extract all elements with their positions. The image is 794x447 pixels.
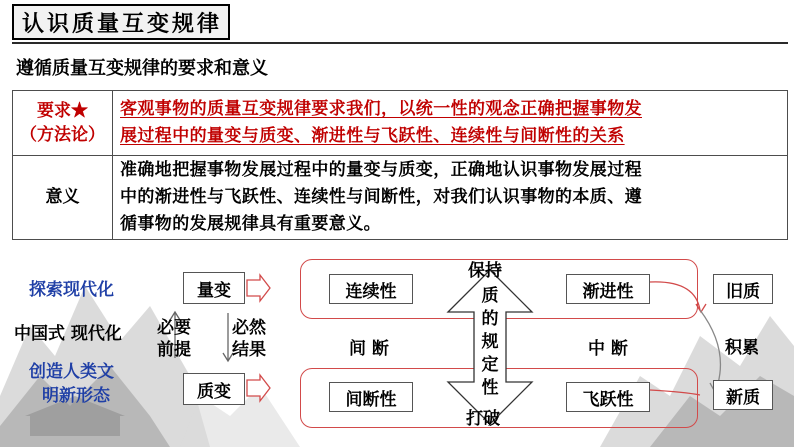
create-civilization-label-line2: 明新形态 <box>42 386 110 406</box>
char-gui: 规 <box>481 332 499 352</box>
requirement-table <box>12 90 788 240</box>
result-line2: 结果 <box>232 340 266 360</box>
explore-modernization-label: 探索现代化 <box>29 280 114 300</box>
right-arrow-icon <box>247 375 270 401</box>
continuity-box <box>329 274 413 304</box>
leap-text: 飞跃性 <box>582 389 634 410</box>
significance-label <box>13 155 113 239</box>
page-title-text: 认识质量互变规律 <box>22 10 223 37</box>
title-divider <box>12 42 788 44</box>
right-arrow-icon <box>247 275 270 301</box>
page-title <box>12 4 230 40</box>
gradual-text: 渐进性 <box>582 281 634 302</box>
significance-text-line2: 中的渐进性与飞跃性、连续性与间断性，对我们认识事物的本质、遵 <box>120 186 642 207</box>
requirement-label-line1: 要求★ <box>37 101 88 121</box>
gradual-box <box>566 274 650 304</box>
chinese-modernization-label: 中国式 现代化 <box>14 324 122 344</box>
char-zhi: 质 <box>481 286 499 306</box>
significance-text-line3: 循事物的发展规律具有重要意义。 <box>120 213 381 234</box>
create-civilization-label-line1: 创造人类文 <box>29 362 114 382</box>
precondition-line2: 前提 <box>157 340 191 360</box>
significance-text-line1: 准确地把握事物发展过程中的量变与质变，正确地认识事物发展过程 <box>120 159 642 180</box>
requirement-text <box>120 91 781 155</box>
quality-stipulation-vertical <box>480 285 500 400</box>
curved-arrow-icon <box>650 282 700 310</box>
discontinuity-text: 间断性 <box>345 389 397 410</box>
old-quality-box <box>713 274 773 304</box>
new-quality-text: 新质 <box>726 387 760 408</box>
table-row-significance <box>13 155 787 239</box>
char-de: 的 <box>481 309 499 329</box>
precondition-line1: 必要 <box>157 318 191 338</box>
result-line1: 必然 <box>232 318 266 338</box>
significance-label-text: 意义 <box>45 187 80 207</box>
leap-box <box>566 382 650 412</box>
curved-down-arrow-icon <box>700 310 720 390</box>
precondition-label <box>157 317 191 361</box>
char-xing: 性 <box>481 378 499 398</box>
requirement-text-line2: 展过程中的量变与质变、渐进性与飞跃性、连续性与间断性的关系 <box>120 126 625 146</box>
discontinuity-box <box>329 382 413 412</box>
break-label: 打破 <box>466 409 500 429</box>
qualitative-change-text: 质变 <box>197 381 231 402</box>
keep-label: 保持 <box>468 261 502 281</box>
interrupt-right-label: 中 断 <box>588 339 628 359</box>
interrupt-left-label: 间 断 <box>349 339 389 359</box>
char-ding: 定 <box>481 355 499 375</box>
table-row-requirement <box>13 91 787 156</box>
requirement-label-line2: （方法论） <box>20 125 105 145</box>
quantitative-change-text: 量变 <box>197 280 231 301</box>
significance-text <box>120 155 781 239</box>
accumulate-label: 积累 <box>725 338 759 358</box>
result-label <box>232 317 266 361</box>
old-quality-text: 旧质 <box>726 281 760 302</box>
requirement-text-line1: 客观事物的质量互变规律要求我们，以统一性的观念正确把握事物发 <box>120 99 642 119</box>
continuity-text: 连续性 <box>345 281 397 302</box>
new-quality-box <box>713 380 773 410</box>
section-subtitle: 遵循质量互变规律的要求和意义 <box>16 58 268 79</box>
requirement-label <box>13 91 113 155</box>
